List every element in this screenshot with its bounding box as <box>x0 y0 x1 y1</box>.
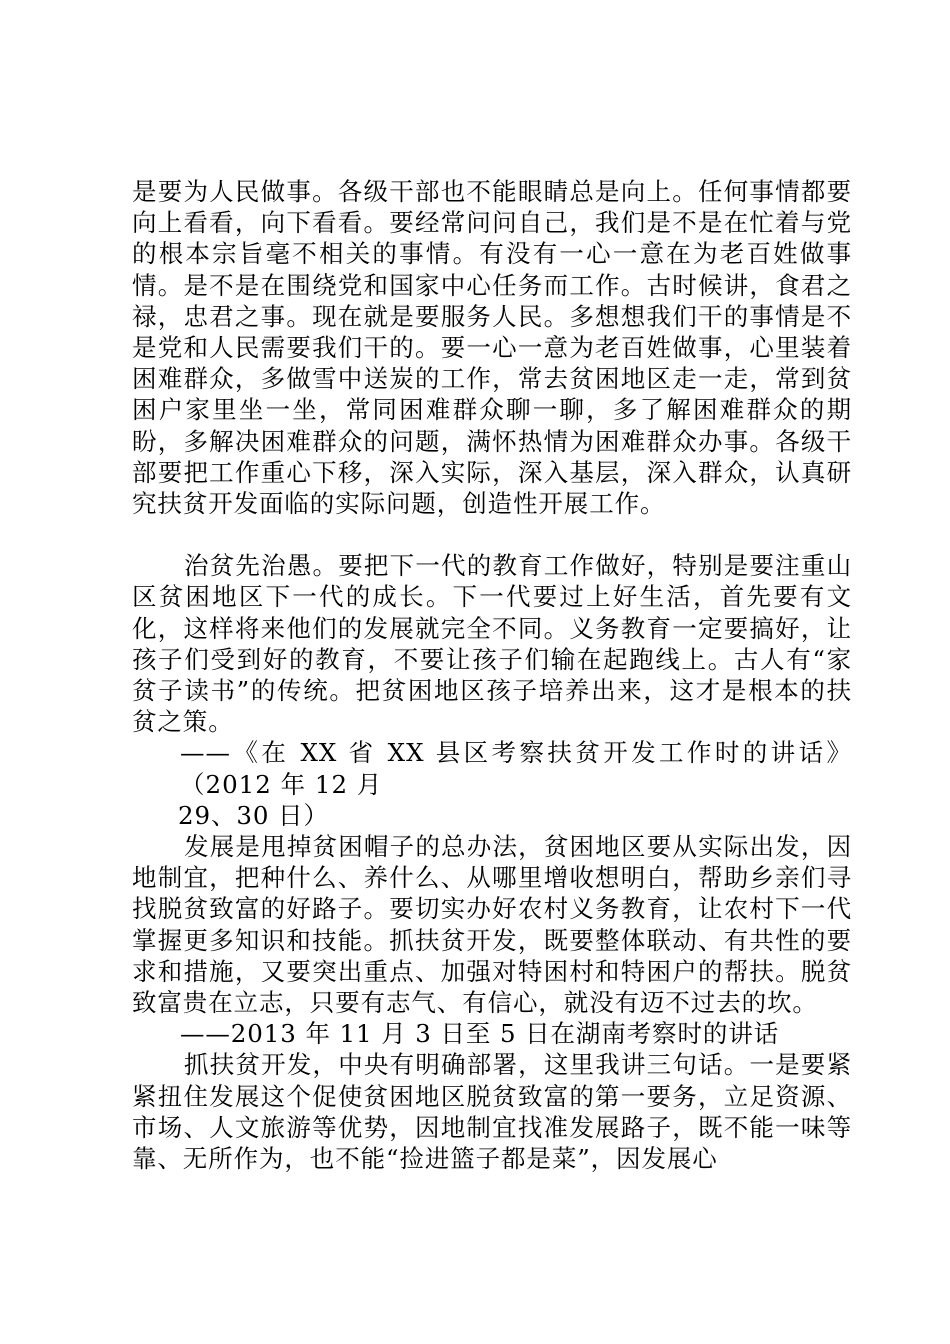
source-citation-2: ——2013 年 11 月 3 日至 5 日在湖南考察时的讲话 <box>180 1019 780 1049</box>
document-body <box>132 176 852 1174</box>
source-citation-1: ——《在 XX 省 XX 县区考察扶贫开发工作时的讲话》（2012 年 12 月 <box>180 738 852 799</box>
paragraph-4: 抓扶贫开发，中央有明确部署，这里我讲三句话。一是要紧紧扭住发展这个促使贫困地区脱贫致富的第一要务，立足资源、市场、人文旅游等优势，因地制宜找准发展路子，既不能一味等靠、无所作为，也不能“捡进篮子都是菜”，因发展心 <box>132 1050 852 1174</box>
source-citation-1-date: 29、30 日） <box>178 800 329 830</box>
paragraph-3: 发展是甩掉贫困帽子的总办法，贫困地区要从实际出发，因地制宜，把种什么、养什么、从哪里增收想明白，帮助乡亲们寻找脱贫致富的好路子。要切实办好农村义务教育，让农村下一代掌握更多知识和技能。抓扶贫开发，既要整体联动、有共性的要求和措施，又要突出重点、加强对特困村和特困户的帮扶。脱贫致富贵在立志，只要有志气、有信心，就没有迈不过去的坎。 <box>132 832 852 1018</box>
paragraph-2: 治贫先治愚。要把下一代的教育工作做好，特别是要注重山区贫困地区下一代的成长。下一代要过上好生活，首先要有文化，这样将来他们的发展就完全不同。义务教育一定要搞好，让孩子们受到好的教育，不要让孩子们输在起跑线上。古人有“家贫子读书”的传统。把贫困地区孩子培养出来，这才是根本的扶贫之策。 <box>132 551 852 737</box>
paragraph-1: 是要为人民做事。各级干部也不能眼睛总是向上。任何事情都要向上看看，向下看看。要经常问问自己，我们是不是在忙着与党的根本宗旨毫不相关的事情。有没有一心一意在为老百姓做事情。是不是在围绕党和国家中心任务而工作。古时候讲，食君之禄，忠君之事。现在就是要服务人民。多想想我们干的事情是不是党和人民需要我们干的。要一心一意为老百姓做事，心里装着困难群众，多做雪中送炭的工作，常去贫困地区走一走，常到贫困户家里坐一坐，常同困难群众聊一聊，多了解困难群众的期盼，多解决困难群众的问题，满怀热情为困难群众办事。各级干部要把工作重心下移，深入实际，深入基层，深入群众，认真研究扶贫开发面临的实际问题，创造性开展工作。 <box>132 177 852 519</box>
